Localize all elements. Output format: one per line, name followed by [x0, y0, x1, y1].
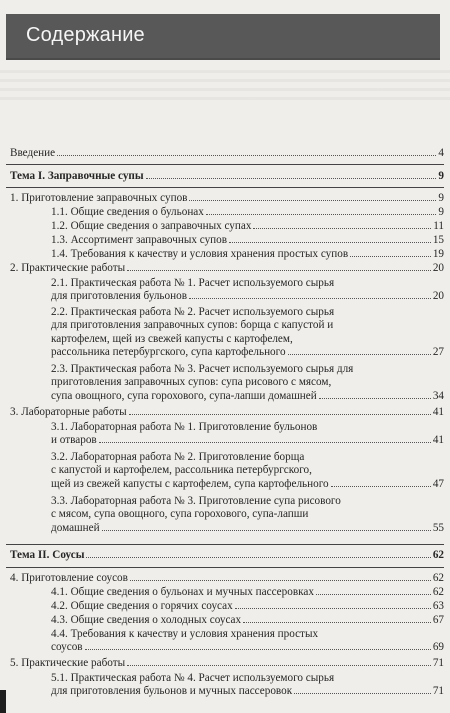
toc-page-number: 71: [432, 657, 444, 669]
toc-entry-line: 3.1. Лабораторная работа № 1. Приготовление бульонов: [51, 421, 318, 433]
toc-entry-title: 3. Лабораторные работы: [10, 406, 127, 418]
toc-entry: [51, 363, 444, 403]
dot-leader: [189, 200, 436, 201]
toc-entry: [51, 206, 444, 219]
dot-leader: [229, 242, 431, 243]
toc-page-number: 63: [432, 600, 444, 612]
toc-entry-title: 4.1. Общие сведения о бульонах и мучных пассеровках: [51, 586, 314, 598]
toc-entry-title: 1. Приготовление заправочных супов: [10, 192, 188, 204]
toc-entry-line: и отваров: [51, 434, 97, 447]
toc-entry-title: 1.4. Требования к качеству и условия хранения простых супов: [51, 248, 349, 260]
dot-leader: [253, 228, 431, 229]
toc-entry-line: домашней: [51, 521, 100, 534]
dot-leader: [189, 298, 431, 299]
divider: [6, 544, 444, 545]
dot-leader: [57, 155, 436, 156]
toc-page-number: 20: [432, 262, 444, 274]
toc-entry-title: 5. Практические работы: [10, 657, 126, 669]
dot-leader: [127, 665, 431, 666]
toc-entry-line: с капустой и картофелем, рассольника петербургского,: [51, 464, 312, 477]
dot-leader: [316, 594, 431, 595]
toc-entry: [10, 262, 444, 275]
toc-entry-title: 1.3. Ассортимент заправочных супов: [51, 234, 228, 246]
toc-entry-line: для приготовления бульонов: [51, 290, 187, 303]
toc-entry: [51, 248, 444, 261]
toc-entry: [10, 406, 444, 419]
toc-entry-title: 4.2. Общие сведения о горячих соусах: [51, 600, 233, 612]
toc-page-number: 62: [432, 586, 444, 598]
toc-entry-line: 5.1. Практическая работа № 4. Расчет используемого сырья: [51, 672, 335, 684]
toc-entry-line: 3.3. Лабораторная работа № 3. Приготовление супа рисового: [51, 495, 341, 507]
toc-page-number: 62: [432, 549, 444, 561]
dot-leader: [99, 442, 431, 443]
toc-page-number: 41: [432, 406, 444, 418]
dot-leader: [129, 414, 431, 415]
dot-leader: [350, 256, 431, 257]
dot-leader: [294, 693, 431, 694]
toc-entry-line: соусов: [51, 641, 83, 654]
toc-entry-line: 2.2. Практическая работа № 2. Расчет используемого сырья: [51, 306, 335, 318]
toc-entry: [51, 277, 444, 304]
toc-entry: [51, 421, 444, 448]
toc-page-number: 27: [432, 345, 444, 358]
toc-entry: [51, 628, 444, 655]
toc-entry-line: 2.1. Практическая работа № 1. Расчет используемого сырья: [51, 277, 335, 289]
divider: [6, 164, 444, 165]
toc-entry-title: Тема II. Соусы: [10, 549, 85, 561]
divider: [6, 187, 444, 188]
dot-leader: [146, 178, 437, 179]
toc-entry: [51, 306, 444, 359]
toc-page-number: 71: [432, 685, 444, 698]
toc-page-number: 55: [432, 521, 444, 534]
dot-leader: [127, 270, 431, 271]
dot-leader: [331, 486, 431, 487]
toc-entry-line: 2.3. Практическая работа № 3. Расчет используемого сырья для: [51, 363, 354, 375]
toc-page-number: 41: [432, 434, 444, 447]
toc-entry-line: с мясом, супа овощного, супа горохового, супа-лапши: [51, 508, 309, 521]
toc-entry: [10, 657, 444, 670]
dot-leader: [102, 530, 431, 531]
toc-entry-title: Тема I. Заправочные супы: [10, 170, 144, 182]
toc-entry-title: 2. Практические работы: [10, 262, 126, 274]
toc-page-number: 20: [432, 290, 444, 303]
toc-entry-title: 4. Приготовление соусов: [10, 572, 128, 584]
toc-entry-line: 3.2. Лабораторная работа № 2. Приготовление борща: [51, 451, 305, 463]
toc-entry: [51, 495, 444, 535]
dot-leader: [86, 557, 430, 558]
divider: [6, 567, 444, 568]
toc-entry: [51, 220, 444, 233]
toc-entry-title: 1.1. Общие сведения о бульонах: [51, 206, 204, 218]
toc-page-number: 4: [438, 147, 444, 159]
toc-page-number: 34: [432, 389, 444, 402]
dot-leader: [319, 398, 431, 399]
toc-page-number: 9: [438, 192, 444, 204]
toc-entry: [51, 614, 444, 627]
toc-page-number: 47: [432, 477, 444, 490]
toc-entry-title: 4.3. Общие сведения о холодных соусах: [51, 614, 242, 626]
toc-entry: [10, 572, 444, 585]
dot-leader: [288, 354, 431, 355]
toc-entry: [10, 147, 444, 160]
toc-entry-line: приготовления заправочных супов: супа рисового с мясом,: [51, 376, 332, 389]
toc-entry: [51, 234, 444, 247]
dot-leader: [243, 622, 431, 623]
page-title: Содержание: [26, 24, 145, 46]
toc-entry: [10, 192, 444, 205]
toc-page-number: 67: [432, 614, 444, 626]
toc-entry-line: картофелем, щей из свежей капусты с картофелем,: [51, 332, 293, 345]
toc-page-number: 9: [438, 206, 444, 218]
toc-entry: [51, 451, 444, 491]
toc-page-number: 69: [432, 641, 444, 654]
toc-entry-line: щей из свежей капусты с картофелем, супа картофельного: [51, 477, 329, 490]
toc-entry-line: супа овощного, супа горохового, супа-лапши домашней: [51, 389, 317, 402]
toc-entry: [51, 672, 444, 699]
toc-entry-line: 4.4. Требования к качеству и условия хранения простых: [51, 628, 319, 640]
toc-page-number: 11: [433, 220, 444, 232]
toc-entry-line: рассольника петербургского, супа картофельного: [51, 345, 286, 358]
page-edge-shadow: [0, 690, 6, 713]
dot-leader: [235, 608, 431, 609]
toc-entry-title: Введение: [10, 147, 56, 159]
toc-entry-line: для приготовления бульонов и мучных пассеровок: [51, 685, 293, 698]
toc-entry: [51, 600, 444, 613]
toc-entry: [10, 170, 444, 183]
toc-entry-line: для приготовления заправочных супов: борща с капустой и: [51, 319, 334, 332]
toc-page-number: 15: [432, 234, 444, 246]
toc-page-number: 62: [432, 572, 444, 584]
toc-page-number: 9: [438, 170, 444, 182]
dot-leader: [130, 580, 431, 581]
dot-leader: [85, 649, 431, 650]
toc-page-number: 19: [432, 248, 444, 260]
toc-entry: [51, 586, 444, 599]
toc-entry-title: 1.2. Общие сведения о заправочных супах: [51, 220, 252, 232]
dot-leader: [206, 214, 437, 215]
toc-entry: [10, 549, 444, 562]
